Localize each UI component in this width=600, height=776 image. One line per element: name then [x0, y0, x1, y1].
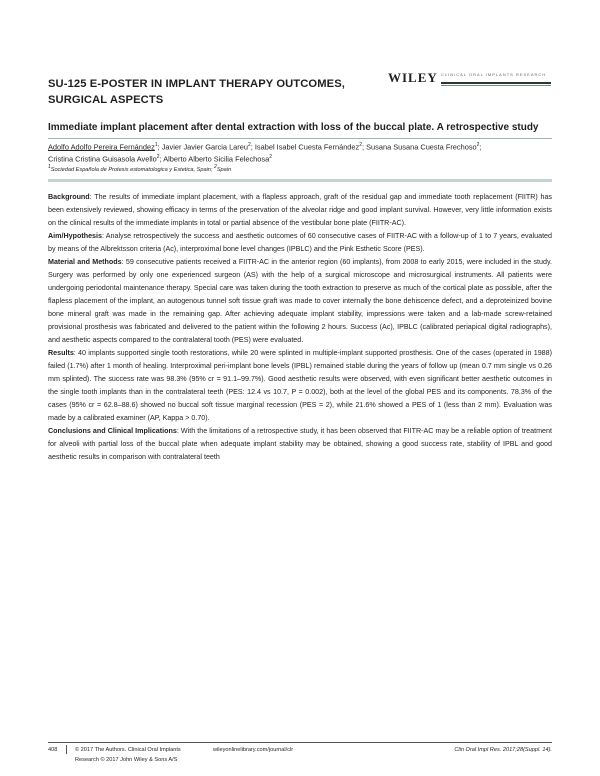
section-heading: Aim/Hypothesis [48, 232, 102, 240]
author-sup: 2 [269, 154, 272, 161]
wiley-logo: WILEY [388, 70, 438, 85]
section-text: : Analyse retrospectively the success and aesthetic outcomes of 60 consecutive cases of FIITR-AC with a follow-up of 1 to 7 years, evaluated by means of the Albrektsson criteria (Ac), interproximal bone level changes (IPBLC) and the Pink Esthetic Score (PES). [48, 232, 552, 253]
journal-banner-text: CLINICAL ORAL IMPLANTS RESEARCH [441, 72, 547, 77]
journal-url[interactable]: wileyonlinelibrary.com/journal/clr [213, 747, 294, 753]
section-title: SU-125 E-POSTER IN IMPLANT THERAPY OUTCOMES, SURGICAL ASPECTS [48, 78, 345, 106]
affiliations [48, 164, 231, 173]
abstract-section [48, 347, 552, 425]
copyright: © 2017 The Authors. Clinical Oral Implants Research © 2017 John Wiley & Sons A/S [75, 747, 181, 763]
author-sup: 2 [359, 142, 363, 148]
author-sup: 2 [247, 142, 251, 148]
abstract-section [48, 191, 552, 230]
author-name: Isabel Isabel Cuesta Fernández [254, 142, 360, 152]
author-list: Adolfo Adolfo Pereira Fernández$^1$; Javier Javier Garcia Lareu$^2$; Isabel Isabel Cuesta Fernández$^2$; Susana Susana Cuesta Frechoso$^2$; Cristina Cristina Guisasola Avello$^2$; Alberto Alberto Sicilia Felechosa$^2$ [48, 142, 482, 164]
footer-separator [66, 745, 67, 754]
abstract-body [48, 191, 552, 464]
page-number: 408 [48, 747, 58, 753]
section-text: : With the limitations of a retrospective study, it has been observed that FIITR-AC may be a reliable option of treatment for alveoli with partial loss of the buccal plate when adequate implant stability may be obtained, showing a good success rate, stability of IPBL and good aesthetic results in comparison with contralateral teeth [48, 427, 552, 461]
abstract-section [48, 230, 552, 256]
author-sup: 2 [156, 154, 160, 161]
author-sup: 2 [476, 142, 480, 148]
divider [48, 179, 552, 182]
section-heading: Results [48, 349, 74, 357]
affil-sup: 2 [214, 164, 217, 170]
abstract-section [48, 425, 552, 464]
author-name: Alberto Alberto Sicilia Felechosa [163, 154, 270, 164]
footer-divider [48, 742, 552, 743]
journal-banner [441, 72, 551, 84]
article-title: Immediate implant placement after dental extraction with loss of the buccal plate. A retrospective study [48, 122, 539, 133]
section-heading: Conclusions and Clinical Implications [48, 427, 177, 435]
affiliation: Spain [216, 166, 232, 173]
section-text: : 40 implants supported single tooth restorations, while 20 were splinted in multiple-implant supported prosthesis. One of the cases (operated in 1988) failed (1.7%) after 1 month of healing. Interproximal peri-implant bone levels (IPBL) remained stable during the years of follow up (mean 0.7 mm single vs 0.26 mm splinted). The success rate was 98.3% (95% cr = 91.1–99.7%). Good aesthetic results were observed, with even significant better aesthetic outcomes in the single tooth implants than in the contralateral teeth (PES: 12.4 vs 10.7, P = 0.002), both at the level of the global PES and its components. 78.3% of the cases (95% cr = 62.8–88.6) showed no buccal soft tissue marginal recession (PES = 2), while 21.6% showed a PES of 1 (less than 2 mm). Evaluation was made by a calibrated examiner (AP, Kappa > 0.70). [48, 349, 552, 422]
section-text: : The results of immediate implant placement, with a flapless approach, graft of the residual gap and immediate tooth replacement (FIITR) has been extensively reviewed, showing efficacy in terms of the preservation of the alveolar ridge and good implant survival. However, very little information exists on the clinical results of the immediate implants in total or partial absence of the vestibular bone plate (FIITR-AC). [48, 193, 552, 227]
section-heading: Material and Methods [48, 258, 122, 266]
author-name: Cristina Cristina Guisasola Avello [48, 154, 157, 164]
author-name: Susana Susana Cuesta Frechoso [366, 142, 477, 152]
section-heading: Background [48, 193, 90, 201]
author-name: Adolfo Adolfo Pereira Fernández [48, 142, 155, 152]
author-sup: 1 [154, 142, 158, 148]
citation: Clin Oral Impl Res. 2017;28(Suppl. 14). [454, 747, 552, 753]
divider [48, 138, 552, 139]
affiliation: Sociedad Española de Protesis estomatologica y Estetica, Spain; [50, 166, 215, 173]
affil-sup: 1 [48, 164, 51, 170]
author-name: Javier Javier Garcia Lareu [161, 142, 248, 152]
abstract-section [48, 256, 552, 347]
section-text: : 59 consecutive patients received a FIITR-AC in the anterior region (60 implants), from 2008 to early 2015, were included in the study. Surgery was performed by only one experienced surgeon (AS) with the help of a surgical microscope and microsurgical instruments. All patients were undergoing periodontal maintenance therapy. Special care was taken during the tooth extraction to preserve as much of the cortical plate as possible, after the flapless placement of the implant, an autogenous tunnel soft tissue graft was made to cover internally the bone dehiscence defect, and a deproteinized bovine bone mineral graft was made in the remaining gap. After achieving adequate implant stability, impressions were taken and a lab-made screw-retained provisional prosthesis was fabricated and delivered to the patient within the following 2 hours. Success (Ac), IPBLC (calibrated periapical digital radiographs), and aesthetic aspects compared to the contralateral tooth (PES) were evaluated. [48, 258, 552, 344]
